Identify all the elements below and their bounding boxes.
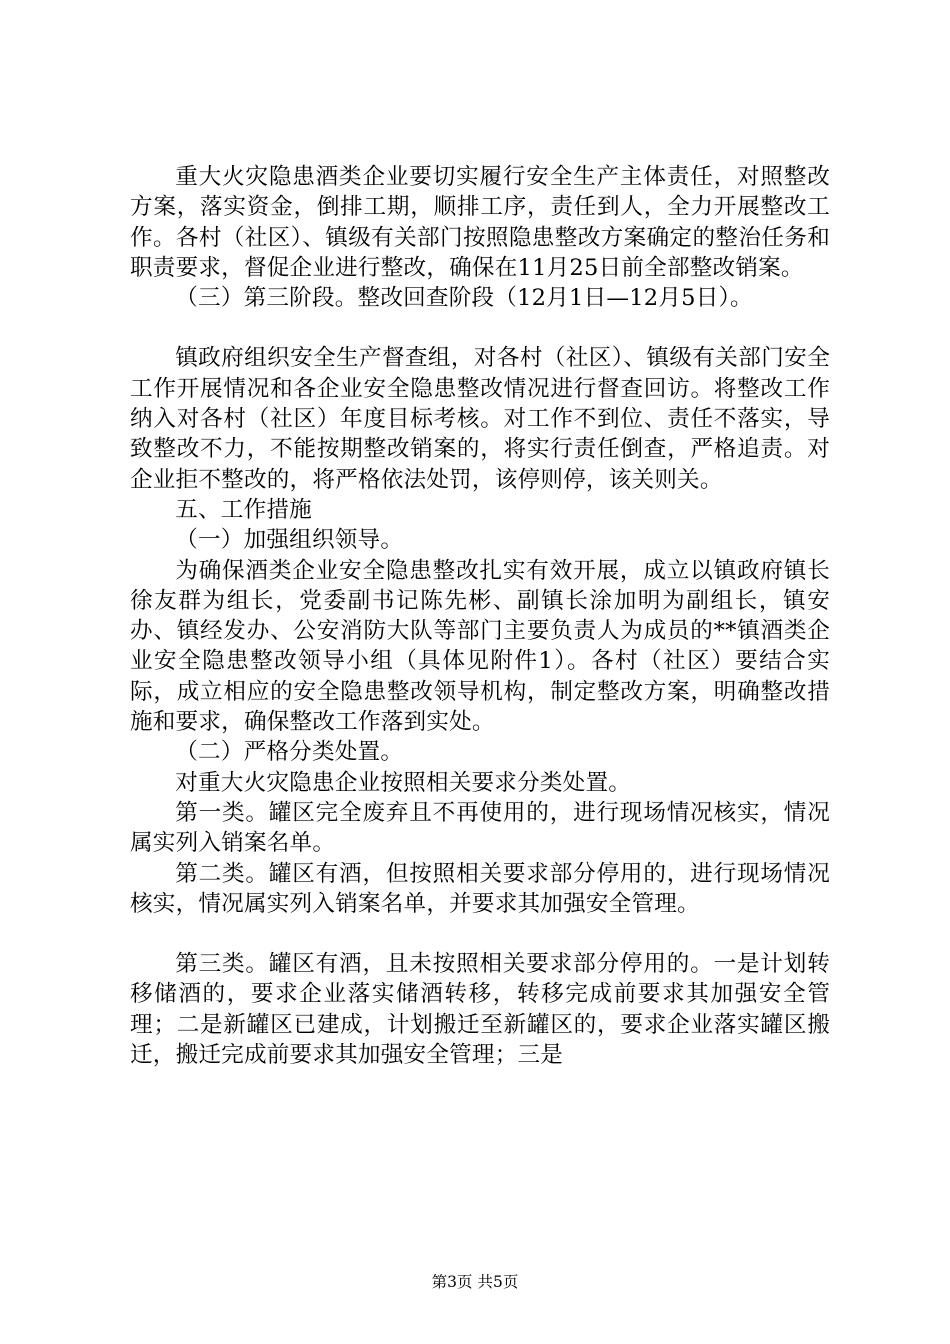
paragraph-leadership-group: 为确保酒类企业安全隐患整改扎实有效开展，成立以镇政府镇长徐友群为组长，党委副书记陈先彬、副镇长涂加明为副组长，镇安办、镇经发办、公安消防大队等部门主要负责人为成员的**镇酒类企业安全隐患整改领导小组（具体见附件1）。各村（社区）要结合实际，成立相应的安全隐患整改领导机构，制定整改方案，明确整改措施和要求，确保整改工作落到实处。 xyxy=(130,557,830,736)
page-number-footer: 第3页 共5页 xyxy=(431,1273,519,1291)
paragraph-category-one: 第一类。罐区完全废弃且不再使用的，进行现场情况核实，情况属实列入销案名单。 xyxy=(130,799,830,857)
paragraph-category-two: 第二类。罐区有酒，但按照相关要求部分停用的，进行现场情况核实，情况属实列入销案名单，并要求其加强安全管理。 xyxy=(130,860,830,917)
subheading-classified-handling: （二）严格分类处置。 xyxy=(175,739,404,766)
section-heading-work-measures: 五、工作措施 xyxy=(175,496,312,523)
paragraph-supervision-inspection: 镇政府组织安全生产督查组，对各村（社区）、镇级有关部门安全工作开展情况和各企业安全隐患整改情况进行督查回访。将整改工作纳入对各村（社区）年度目标考核。对工作不到位、责任不落实，导致整改不力，不能按期整改销案的，将实行责任倒查，严格追责。对企业拒不整改的，将严格依法处罚，该停则停，该关则关。 xyxy=(130,345,830,493)
subheading-strengthen-leadership: （一）加强组织领导。 xyxy=(175,527,404,554)
paragraph-classification-intro: 对重大火灾隐患企业按照相关要求分类处置。 xyxy=(175,769,632,796)
paragraph-category-three: 第三类。罐区有酒，且未按照相关要求部分停用的。一是计划转移储酒的，要求企业落实储酒转移，转移完成前要求其加强安全管理；二是新罐区已建成，计划搬迁至新罐区的，要求企业落实罐区搬迁，搬迁完成前要求其加强安全管理；三是 xyxy=(130,951,830,1069)
document-body xyxy=(130,162,830,1070)
paragraph-rectification-requirements: 重大火灾隐患酒类企业要切实履行安全生产主体责任，对照整改方案，落实资金，倒排工期，顺排工序，责任到人，全力开展整改工作。各村（社区）、镇级有关部门按照隐患整改方案确定的整治任务和职责要求，督促企业进行整改，确保在11月25日前全部整改销案。 xyxy=(130,164,830,281)
paragraph-phase-three-heading: （三）第三阶段。整改回查阶段（12月1日—12月5日）。 xyxy=(175,285,753,312)
